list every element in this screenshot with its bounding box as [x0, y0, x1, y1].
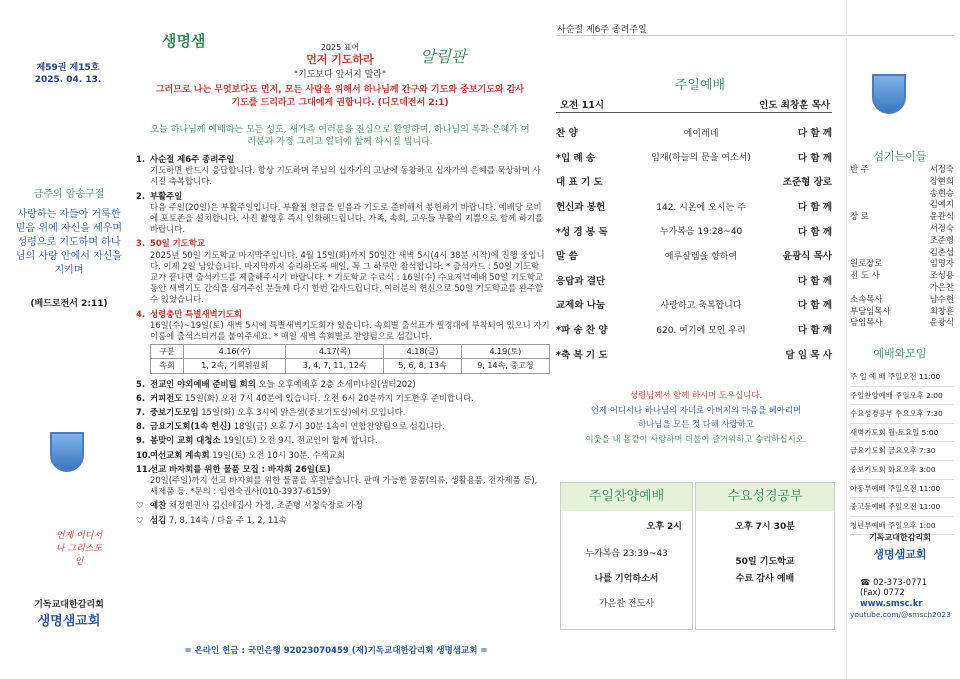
table-cell: 5, 6, 8, 13속 [384, 359, 462, 373]
prayer-item [136, 515, 546, 526]
staff-row [850, 176, 954, 188]
order-label: 대 표 기 도 [556, 177, 603, 189]
order-person: 다 함 께 [797, 226, 832, 238]
left-org: 기독교대한감리회 [34, 600, 104, 610]
memory-verse-title-text: 금주의 암송구절 [33, 189, 105, 200]
prayer-title: 섬김 [150, 514, 167, 525]
order-item: 임재(하늘의 문을 여소서) [651, 153, 751, 164]
wednesday-line1: 50일 기도학교 [735, 557, 795, 567]
order-person: 다 함 께 [797, 325, 832, 337]
news-item [136, 393, 546, 404]
staff-list [850, 164, 954, 329]
column-divider [846, 0, 847, 679]
staff-name: 송현승 [929, 187, 954, 198]
order-person: 담 임 목 사 [785, 349, 832, 361]
staff-row [850, 258, 954, 270]
staff-role [850, 223, 898, 235]
order-person: 다 함 께 [797, 300, 832, 312]
news-item [136, 450, 546, 461]
staff-row [850, 294, 954, 306]
staff-role: 소속목사 [850, 293, 883, 304]
staff-name: 가은찬 [929, 281, 954, 292]
order-item: 누가복음 19:28~40 [659, 227, 743, 238]
staff-row [850, 199, 954, 211]
order-row [556, 268, 832, 293]
news-number: 2. [136, 190, 146, 201]
contact-info [860, 577, 956, 597]
staff-name: 최창훈 [929, 305, 954, 316]
blessing-line: 하나님을 모든 것 다해 사랑하고 [638, 419, 754, 429]
news-title: 봄맞이 교회 대청소 [150, 435, 221, 446]
news-title: 사순절 제6주 종려주일 [150, 154, 235, 164]
order-label: *성 경 봉 독 [556, 226, 608, 238]
table-header: 4.18(금) [384, 345, 462, 359]
staff-role [850, 235, 898, 247]
order-label: 말 씀 [556, 251, 578, 263]
news-body: 오늘 오후예배후 2층 소세미나실(샘터202) [258, 378, 416, 389]
blessing-line: 언제 어디서나 하나님의 자녀로 아버지의 마음을 헤아리며 [590, 404, 802, 415]
table-cell: 1, 2속, 기획위원회 [184, 359, 286, 373]
meetings-title: 예배와모임 [873, 347, 927, 360]
staff-row [850, 317, 954, 329]
order-label: *파 송 찬 양 [556, 325, 608, 337]
news-number: 3. [136, 238, 146, 249]
news-item [136, 191, 546, 236]
order-row [556, 243, 832, 268]
order-row [556, 145, 832, 170]
order-row [556, 218, 832, 243]
right-org: 기독교대한감리회 [869, 533, 931, 542]
news-title: 여선교회 계속회 [150, 449, 210, 460]
afternoon-scripture: 누가복음 23:39~43 [585, 549, 668, 559]
wednesday-time: 오후 7시 30분 [735, 522, 795, 532]
staff-row [850, 188, 954, 200]
worship-title: 주일예배 [674, 78, 726, 93]
staff-title: 섬기는이들 [873, 150, 927, 163]
news-title: 전교인 야외예배 준비팀 회의 [150, 378, 256, 389]
staff-role [850, 282, 898, 294]
order-row [556, 292, 832, 317]
meeting-row: 수요성경공부 수요오후 7:30 [850, 405, 954, 424]
meeting-row: 새벽기도회 월-토요일 5:00 [850, 424, 954, 443]
order-person: 조준형 장로 [782, 177, 832, 189]
afternoon-title: 주일찬양예배 [561, 483, 692, 511]
staff-role [850, 176, 898, 188]
issue-info [18, 62, 118, 86]
meeting-row: 아동부예배 주일오전 11:00 [850, 480, 954, 499]
news-number: 8. [136, 421, 146, 432]
order-item: 142. 시온에 오시는 주 [656, 202, 746, 213]
table-header: 4.17(목) [286, 345, 384, 359]
staff-role: 원로장로 [850, 258, 883, 269]
news-item [136, 421, 546, 432]
heart-icon: ♡ [136, 514, 144, 525]
news-body: 다음 주일(20일)은 부활주일입니다. 부활절 헌금을 믿음과 기도로 준비해서 봉헌하기 바랍니다. 예배당 로비에 포토존을 설치합니다. 사진 촬영후 즉시 인화해드립니다. 가족, 속회, 교우들 부활의 기쁨으로 함께 하기를 바랍니다. [150, 201, 544, 235]
order-row [556, 194, 832, 219]
blessing-message [556, 388, 836, 446]
news-title: 중보기도모임 [150, 407, 199, 418]
order-item: 에이레네 [683, 128, 719, 139]
meeting-row: 중고등예배 주일오전 11:00 [850, 498, 954, 517]
worship-leader: 인도 최창훈 목사 [759, 100, 830, 111]
order-person: 다 함 께 [797, 128, 832, 140]
news-body: 20일(주일)까지 선교 바자회를 위한 물품을 후원받습니다. 판매 가능한 물품(의류, 생활용품, 전자제품 등), 새제품 등. *문의 : 임연숙권사(010-3937-6159) [150, 475, 538, 497]
news-item [136, 435, 546, 446]
news-title: 50일 기도학교 [150, 238, 206, 249]
news-title: 부활주일 [150, 190, 183, 201]
order-label: 찬 양 [556, 128, 578, 140]
meeting-row: 중보기도회 화요오후 3:00 [850, 461, 954, 480]
news-body: 2025년 50일 기도학교 마지막주입니다. 4월 15일(화)까지 50일간 새벽 5시(4시 38분 시작)에 진행 중입니다. 이제 2일 남았습니다. 마지막까지 승리하도록 매일, 꼭 그 하루만 참석합니다. * 출석카드 : 50일 기도학교가 끝나면 출석카드를 제출해주시기 바랍니다. * 기도학교 수료식 : 16일(수) 수요저녁예배 50일 기도학교 동안 새벽기도 간식을 섬겨주신 분들께 다시 한번 감사드립니다. 여러분의 헌신으로 50일 기도학교를 완주할 수 있었습니다. [150, 249, 545, 305]
news-item [136, 154, 546, 188]
afternoon-preacher: 가은찬 전도사 [598, 599, 655, 609]
order-divider [556, 112, 832, 113]
staff-row [850, 235, 954, 247]
news-title: 선교 바자회를 위한 물품 모집 : 바자회 26일(토) [150, 463, 331, 474]
staff-name: 윤관식 [929, 211, 954, 222]
prayer-body: 채정현권사 김신애집사 가정, 조준형 서정숙장로 가정 [168, 500, 363, 511]
youtube-link[interactable]: youtube.com/@smsch2023 [850, 610, 951, 619]
staff-name: 서정숙 [929, 222, 954, 233]
order-item: 620. 여기에 모인 우리 [656, 325, 746, 336]
news-item [136, 308, 550, 376]
meeting-row: 주일찬양예배 주일오후 2:00 [850, 387, 954, 406]
staff-name: 김춘섭 [929, 246, 954, 257]
meetings-list [850, 368, 954, 535]
staff-role: 전 도 사 [850, 270, 880, 281]
online-offering: = 온라인 헌금 : 국민은행 92023070459 (재)기독교대한감리회 생명샘교회 = [184, 646, 488, 656]
wednesday-study-box [695, 482, 835, 630]
right-church: 생명샘교회 [873, 548, 927, 561]
phone: ☎ 02-373-0771 [860, 577, 928, 587]
table-header: 구분 [151, 345, 184, 359]
order-item: 사랑하고 축복합니다 [660, 300, 742, 311]
staff-name: 장현희 [929, 175, 954, 186]
meeting-row: 주 일 예 배 주일오전 11:00 [850, 368, 954, 387]
staff-name: 서정숙 [929, 164, 954, 174]
news-body: 19일(토) 오전 9시. 전교인이 함께 합니다. [223, 435, 378, 446]
wednesday-title: 수요성경공부 [696, 483, 834, 511]
staff-role: 반 주 [850, 164, 869, 174]
left-script: 언제 어디서나 그리스도인 [55, 531, 103, 567]
news-number: 1. [136, 154, 146, 164]
table-header: 4.16(수) [184, 345, 286, 359]
staff-name: 임명자 [929, 258, 954, 269]
blessing-line: 성령님께서 함께 하시며 도우십니다. [629, 390, 762, 400]
staff-row [850, 211, 954, 223]
intro-verse: 그러므로 나는 무엇보다도 먼저, 모든 사람을 위해서 하나님께 간구와 기도와 중보기도와 감사 기도를 드리라고 그대에게 권합니다. (디모데전서 2:1) [155, 85, 525, 108]
meeting-row: 청년부예배 주일오후 1:00 [850, 517, 954, 536]
church-emblem-icon [872, 74, 906, 114]
order-label: 헌신과 봉헌 [556, 202, 606, 214]
news-number: 9. [136, 435, 146, 446]
blessing-line: 이웃을 내 몸같이 사랑하며 더불어 즐거워하고 승리하십시오. [585, 433, 807, 444]
motto-sub: "기도보다 앞서지 말라" [293, 70, 387, 80]
meeting-row: 금요기도회 금요오후 7:30 [850, 442, 954, 461]
news-list [136, 154, 550, 529]
news-title: 커피전도 [150, 392, 183, 403]
news-number: 7. [136, 407, 146, 418]
heart-icon: ♡ [136, 500, 144, 511]
news-number: 11. [136, 463, 151, 474]
staff-role [850, 199, 898, 211]
issue-date: 2025. 04. 13. [34, 75, 102, 85]
news-item [136, 379, 546, 390]
afternoon-time: 오후 2시 [646, 522, 682, 532]
afternoon-worship-box [560, 482, 693, 630]
worship-time: 오전 11시 [560, 100, 605, 111]
staff-name: 윤광식 [929, 317, 954, 328]
table-cell: 속회 [151, 359, 184, 373]
staff-row [850, 164, 954, 176]
staff-name: 김예지 [929, 199, 954, 210]
staff-role [850, 188, 898, 200]
order-item: 예루살렘을 향하여 [664, 251, 738, 262]
news-item [136, 238, 546, 305]
issue-number: 제59권 제15호 [36, 63, 100, 73]
staff-name: 남수현 [929, 293, 954, 304]
news-number: 6. [136, 392, 146, 403]
order-of-service [556, 120, 832, 366]
table-cell: 9, 14속, 중고청 [461, 359, 549, 373]
left-church: 생명샘교회 [37, 614, 101, 629]
news-number: 10. [136, 449, 151, 460]
order-label: 교제와 나눔 [556, 300, 606, 312]
header-divider [556, 35, 954, 36]
prayer-body: 7, 8, 14속 / 다음 주 1, 2, 11속 [168, 514, 287, 525]
order-person: 다 함 께 [797, 275, 832, 287]
announce-tag: 알림판 [420, 47, 467, 66]
table-cell: 3, 4, 7, 11, 12속 [286, 359, 384, 373]
news-title: 금요기도회(1속 헌신) [150, 421, 232, 432]
staff-role: 부담임목사 [850, 305, 891, 316]
news-number: 5. [136, 378, 146, 389]
order-person: 다 함 께 [797, 202, 832, 214]
order-row [556, 317, 832, 342]
staff-name: 조준형 [929, 234, 954, 245]
order-row [556, 169, 832, 194]
order-person: 다 함 께 [797, 152, 832, 164]
news-body: 15일(화) 오전 7시 40분에 있습니다. 오전 6시 20분까지 기도한후 준비합니다. [185, 392, 474, 403]
staff-row [850, 270, 954, 282]
news-body: 16일(수)~19일(토) 새벽 5시에 특별새벽기도회가 있습니다. 속회별 출석표가 필경대에 부착되어 있으니 자기 이름에 출석스티커를 붙여주세요. * 매일 새벽 속회별로 찬양팀으로 섬깁니다. [150, 319, 550, 342]
news-title: 성령충만 특별새벽기도회 [150, 308, 242, 319]
news-body: 18일(금) 오후 7시 30분 1속이 연합찬양팀으로 섬깁니다. [233, 421, 445, 432]
order-label: *입 례 송 [556, 152, 596, 164]
afternoon-sermon: 나를 기억하소서 [594, 574, 659, 584]
staff-role [850, 247, 898, 259]
memory-verse-title [14, 185, 124, 200]
prayer-schedule-table [150, 344, 550, 373]
news-body: 기도하면 반드시 응답합니다. 항상 기도하며 주님의 십자가의 고난에 동참하고 십자가의 은혜를 묵상하며 사시길 축복합니다. [150, 165, 541, 187]
news-number: 4. [136, 308, 146, 319]
bulletin-brand: 생명샘 [162, 32, 206, 50]
motto-title: 먼저 기도하라 [306, 53, 374, 66]
staff-name: 조성용 [929, 270, 954, 281]
staff-row [850, 223, 954, 235]
page-header: 사순절 제6주 종려주일 [557, 25, 647, 35]
prayer-title: 예찬 [150, 500, 167, 511]
memory-verse-body: 사랑하는 자들아 거룩한 믿음 위에 자신을 세우며 성령으로 기도하며 하나님의 사랑 안에서 자신을 지키며 [15, 209, 123, 276]
motto-year: 2025 표어 [320, 43, 360, 52]
news-body: 15일(화) 오후 3시에 맑은샘(중보기도실)에서 모입니다. [201, 407, 406, 418]
staff-row [850, 306, 954, 318]
intro-welcome: 오늘 하나님께 예배하는 모든 성도, 새가족 여러분을 진심으로 환영하며, 하나님의 복과 은혜가 여러분과 가정 그리고 일터에 함께 하시길 빕니다. [150, 125, 530, 147]
staff-row [850, 282, 954, 294]
church-emblem-icon [50, 432, 84, 472]
staff-role: 장 로 [850, 211, 869, 222]
news-body: 19일(토) 오전 10시 30분. 수색교회 [212, 449, 345, 460]
fax: (Fax) 0772 [860, 587, 905, 597]
memory-verse-ref: (베드로전서 2:11) [30, 299, 108, 309]
staff-row [850, 247, 954, 259]
order-row [556, 341, 832, 366]
order-label: *축 복 기 도 [556, 349, 608, 361]
website-link[interactable]: www.smsc.kr [860, 598, 923, 608]
order-row [556, 120, 832, 145]
news-item [136, 407, 546, 418]
order-label: 응답과 결단 [556, 275, 606, 287]
news-item [136, 464, 546, 498]
wednesday-line2: 수료 감사 예배 [735, 574, 795, 584]
table-header: 4.19(토) [461, 345, 549, 359]
staff-role: 담임목사 [850, 317, 883, 328]
prayer-item [136, 500, 546, 511]
order-person: 윤광식 목사 [782, 251, 832, 263]
